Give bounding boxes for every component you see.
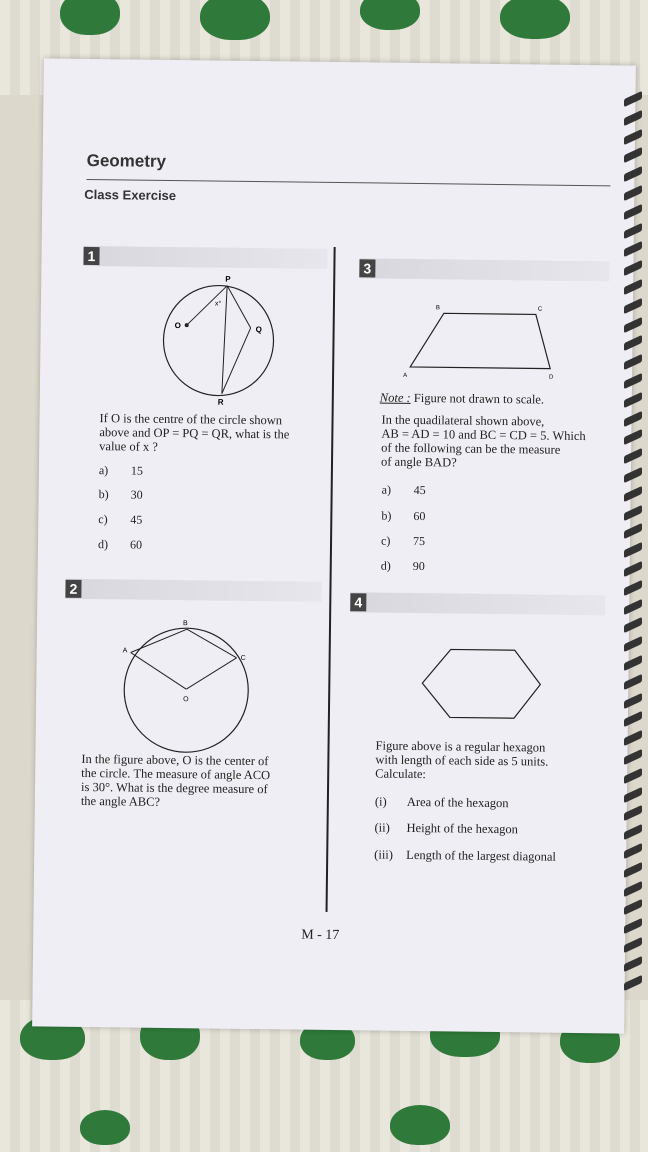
label-d: D <box>549 374 554 381</box>
spiral-ring <box>624 523 642 539</box>
label-c: C <box>240 654 246 662</box>
spiral-ring <box>624 260 642 276</box>
spiral-ring <box>624 204 642 220</box>
leaf-pattern <box>390 1105 450 1145</box>
spiral-binding <box>622 95 648 1005</box>
spiral-ring <box>624 542 642 558</box>
quadrilateral <box>410 313 551 369</box>
spiral-ring <box>624 768 642 784</box>
question-2-text-line-3: is 30°. What is the degree measure of <box>80 779 268 797</box>
question-3-option-c <box>381 534 425 550</box>
option-value: 30 <box>130 487 143 502</box>
spiral-ring <box>624 937 642 953</box>
spiral-ring <box>624 918 642 934</box>
label-a: A <box>122 647 128 655</box>
label-o: O <box>183 696 189 704</box>
spiral-ring <box>624 392 642 408</box>
option-key: b) <box>98 487 109 502</box>
question-1-text-line-1: If O is the centre of the circle shown <box>99 411 283 428</box>
question-4-text-line-2: with length of each side as 5 units. <box>375 752 549 769</box>
question-3-text-line-1: In the quadilateral shown above, <box>381 412 545 429</box>
item-value: Height of the hexagon <box>406 820 519 837</box>
question-1-figure <box>100 274 302 406</box>
question-3-text-line-3: of the following can be the measure <box>381 440 561 457</box>
question-4-figure <box>416 643 547 725</box>
label-o: O <box>174 321 181 331</box>
question-2-header <box>65 579 321 602</box>
spiral-ring <box>624 128 642 144</box>
spiral-ring <box>624 279 642 295</box>
leaf-pattern <box>200 0 270 40</box>
circle <box>123 627 249 753</box>
segment-ao <box>130 653 186 690</box>
spiral-ring <box>624 222 642 238</box>
question-1-header <box>83 246 327 269</box>
question-3-option-a <box>382 483 426 499</box>
note-text: Figure not drawn to scale. <box>413 390 545 407</box>
leaf-pattern <box>360 0 420 30</box>
question-4-number: 4 <box>350 593 366 611</box>
question-4-text-line-1: Figure above is a regular hexagon <box>375 738 546 755</box>
option-key: d) <box>97 537 109 552</box>
spiral-ring <box>624 598 642 614</box>
spiral-ring <box>624 692 642 708</box>
option-value: 60 <box>413 508 426 524</box>
question-2-text-line-2: the circle. The measure of angle ACO <box>81 765 271 783</box>
question-4-header <box>350 592 605 615</box>
spiral-ring <box>624 429 642 445</box>
question-2-figure <box>115 614 267 756</box>
spiral-ring <box>624 674 642 690</box>
spiral-ring <box>624 824 642 840</box>
spiral-ring <box>624 241 642 257</box>
option-value: 90 <box>412 558 425 574</box>
spiral-ring <box>624 636 642 652</box>
question-4-item-3 <box>374 848 556 865</box>
question-2-number: 2 <box>65 580 81 598</box>
label-p: P <box>225 274 231 284</box>
spiral-ring <box>624 486 642 502</box>
option-value: 15 <box>130 463 143 478</box>
option-value: 45 <box>130 512 143 527</box>
segment-pq <box>227 286 252 328</box>
spiral-ring <box>624 354 642 370</box>
spiral-ring <box>624 166 642 182</box>
label-b: B <box>182 620 188 628</box>
label-b: B <box>435 305 440 312</box>
spiral-ring <box>624 749 642 765</box>
spiral-ring <box>624 880 642 896</box>
segment-qr <box>222 328 251 394</box>
option-key: c) <box>380 533 391 548</box>
segment-pr <box>222 286 227 394</box>
spiral-ring <box>624 655 642 671</box>
option-value: 75 <box>412 533 426 549</box>
spiral-ring <box>624 110 642 126</box>
spiral-ring <box>624 974 642 990</box>
question-2-text-line-4: the angle ABC? <box>80 793 161 809</box>
segment-oc <box>186 657 236 690</box>
question-1-number: 1 <box>83 247 99 265</box>
spiral-ring <box>624 410 642 426</box>
option-key: c) <box>98 512 108 527</box>
question-1-option-d <box>98 537 142 553</box>
option-key: d) <box>380 558 391 573</box>
spiral-ring <box>624 580 642 596</box>
option-key: b) <box>381 508 392 523</box>
spiral-ring <box>624 298 642 314</box>
page-title: Geometry <box>86 150 167 171</box>
label-x: x° <box>214 300 222 308</box>
question-3-number: 3 <box>359 259 375 277</box>
question-3-option-d <box>381 559 425 575</box>
question-3-note <box>380 391 544 407</box>
leaf-pattern <box>80 1110 130 1145</box>
spiral-ring <box>624 316 642 332</box>
question-3-header <box>359 258 609 281</box>
label-a: A <box>403 372 408 379</box>
question-3-text-line-4: of angle BAD? <box>380 454 457 470</box>
option-key: a) <box>98 463 109 478</box>
question-3-text-line-2: AB = AD = 10 and BC = CD = 5. Which <box>381 426 586 444</box>
leaf-pattern <box>500 0 570 39</box>
item-value: Area of the hexagon <box>406 794 509 811</box>
spiral-ring <box>624 843 642 859</box>
question-1-text-line-3: value of x ? <box>99 439 158 454</box>
hexagon <box>422 649 541 718</box>
spiral-ring <box>624 448 642 464</box>
option-key: a) <box>381 482 392 497</box>
question-4-item-2 <box>374 821 518 838</box>
spiral-ring <box>624 862 642 878</box>
question-2-text-line-1: In the figure above, O is the center of <box>81 751 269 769</box>
segment-ab <box>131 629 187 654</box>
option-value: 45 <box>413 482 426 498</box>
spiral-ring <box>624 147 642 163</box>
label-c: C <box>537 306 543 313</box>
worksheet-page <box>32 58 636 1033</box>
spiral-ring <box>624 786 642 802</box>
question-4-text-line-3: Calculate: <box>375 766 426 782</box>
item-key: (ii) <box>374 820 390 835</box>
page-number: M - 17 <box>301 927 340 944</box>
section-subtitle: Class Exercise <box>84 186 177 204</box>
spiral-ring <box>624 730 642 746</box>
spiral-ring <box>624 617 642 633</box>
note-label: Note : <box>379 390 411 405</box>
spiral-ring <box>624 899 642 915</box>
question-1-option-c <box>98 512 142 528</box>
question-4-item-1 <box>375 795 509 812</box>
spiral-ring <box>624 956 642 972</box>
question-3-option-b <box>381 509 425 525</box>
leaf-pattern <box>60 0 120 35</box>
question-1-option-a <box>99 463 143 479</box>
question-3-figure <box>395 299 576 381</box>
title-divider <box>86 179 610 186</box>
label-q: Q <box>255 325 262 335</box>
spiral-ring <box>624 561 642 577</box>
spiral-ring <box>624 805 642 821</box>
spiral-ring <box>624 373 642 389</box>
spiral-ring <box>624 185 642 201</box>
question-1-text-line-2: above and OP = PQ = QR, what is the <box>99 425 290 442</box>
column-divider <box>326 247 336 912</box>
spiral-ring <box>624 335 642 351</box>
spiral-ring <box>624 711 642 727</box>
spiral-ring <box>624 467 642 483</box>
item-key: (iii) <box>374 847 394 862</box>
item-key: (i) <box>374 794 387 809</box>
question-1-option-b <box>99 487 143 503</box>
option-value: 60 <box>129 537 143 552</box>
label-r: R <box>217 397 224 407</box>
item-value: Length of the largest diagonal <box>406 847 557 864</box>
spiral-ring <box>624 504 642 520</box>
